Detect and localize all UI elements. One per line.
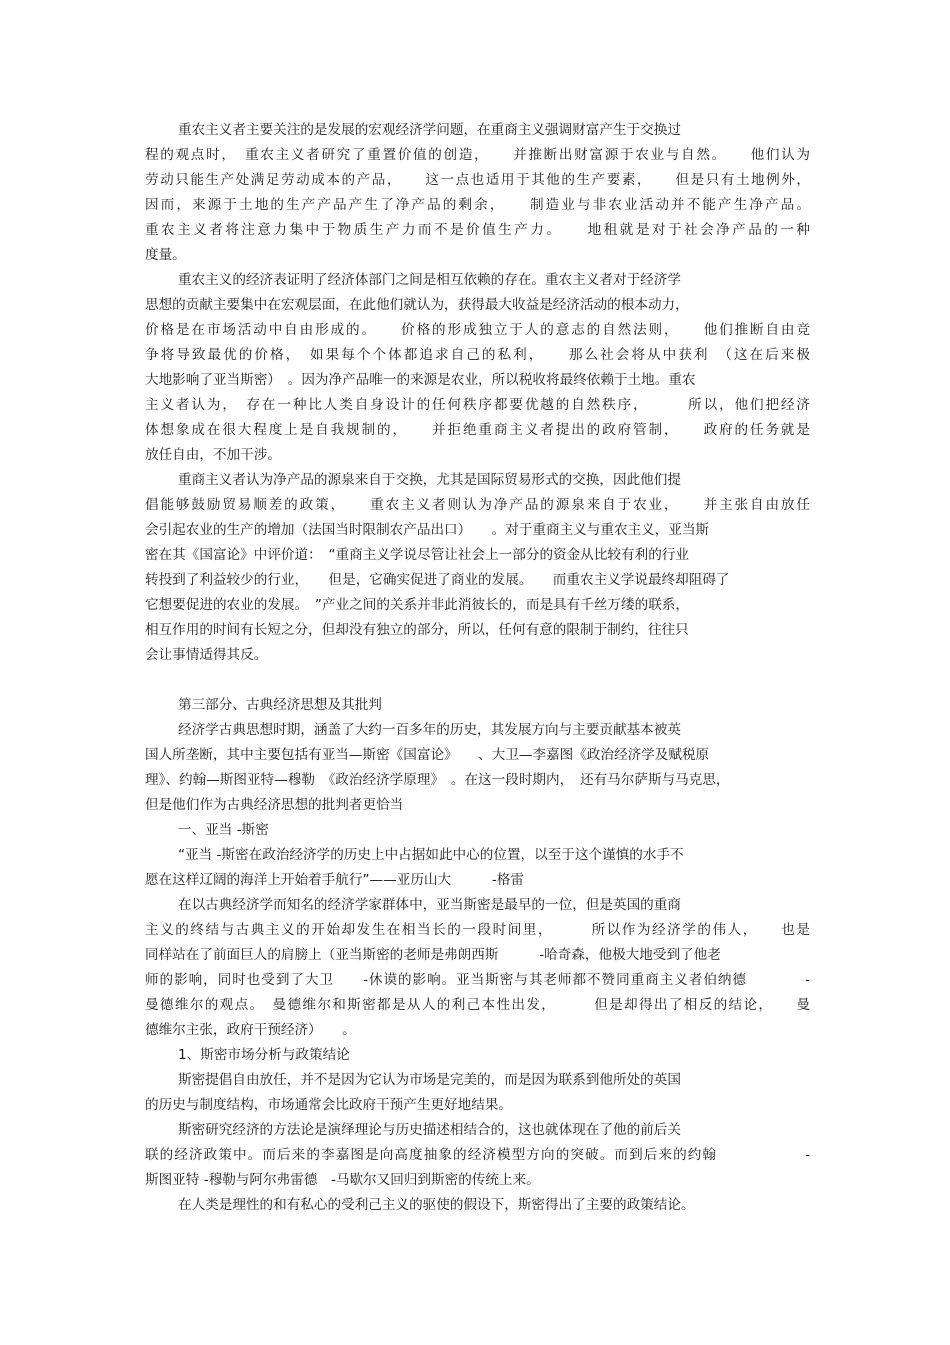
text-line: 同样站在了前面巨人的肩膀上（亚当斯密的老师是弗朗西斯 -哈奇森，他极大地受到了他老 — [145, 947, 721, 963]
text-line: 体想象成在很大程度上是自我规制的， 并拒绝重商主义者提出的政府管制， 政府的任务就是 — [145, 422, 810, 438]
text-line: 理》、约翰—斯图亚特—穆勒 《政治经济学原理》 。在这一段时期内， 还有马尔萨斯与马克思， — [145, 772, 730, 788]
text-line: 重农主义者主要关注的是发展的宏观经济学问题，在重商主义强调财富产生于交换过 — [178, 122, 681, 138]
text-line: 放任自由，不加干涉。 — [145, 447, 281, 463]
text-line: 会引起农业的生产的增加（法国当时限制农产品出口） 。对于重商主义与重农主义，亚当斯 — [145, 522, 710, 538]
text-line: 倡能够鼓励贸易顺差的政策， 重农主义者则认为净产品的源泉来自于农业， 并主张自由放任 — [145, 497, 810, 513]
text-line: 斯图亚特 -穆勒与阿尔弗雷德 -马歇尔又回归到斯密的传统上来。 — [145, 1172, 540, 1188]
text-line: 会让事情适得其反。 — [145, 647, 268, 663]
text-line: 斯密提倡自由放任，并不是因为它认为市场是完美的，而是因为联系到他所处的英国 — [178, 1072, 681, 1088]
text-line: 师的影响，同时也受到了大卫 -休谟的影响。亚当斯密与其老师都不赞同重商主义者伯纳德 - — [145, 972, 810, 988]
text-line: 经济学古典思想时期，涵盖了大约一百多年的历史，其发展方向与主要贡献基本被英 — [178, 722, 681, 738]
text-line: 大地影响了亚当斯密） 。因为净产品唯一的来源是农业，所以税收将最终依赖于土地。重农 — [145, 372, 696, 388]
text-line: 重农主义的经济表证明了经济体部门之间是相互依赖的存在。重农主义者对于经济学 — [178, 272, 681, 288]
text-line: 主义者认为， 存在一种比人类自身设计的任何秩序都要优越的自然秩序， 所以，他们把经济 — [145, 397, 810, 413]
text-line: 重农主义者将注意力集中于物质生产力而不是价值生产力。 地租就是对于社会净产品的一种 — [145, 222, 810, 238]
text-line: 在人类是理性的和有私心的受利己主义的驱使的假设下，斯密得出了主要的政策结论。 — [178, 1197, 695, 1213]
subsection-heading: 一、亚当 -斯密 — [178, 822, 269, 838]
text-line: 度量。 — [145, 247, 186, 263]
text-line: 曼德维尔的观点。 曼德维尔和斯密都是从人的利己本性出发， 但是却得出了相反的结论， 曼 — [145, 997, 810, 1013]
quote-line: “亚当 -斯密在政治经济学的历史上中占据如此中心的位置，以至于这个谨慎的水手不 — [178, 847, 684, 863]
text-line: 因而，来源于土地的生产产品产生了净产品的剩余， 制造业与非农业活动并不能产生净产品。 — [145, 197, 810, 213]
text-line: 斯密研究经济的方法论是演绎理论与历史描述相结合的，这也就体现在了他的前后关 — [178, 1122, 681, 1138]
text-line: 密在其《国富论》中评价道： “重商主义学说尽管让社会上一部分的资金从比较有利的行业 — [145, 547, 689, 563]
text-line: 它想要促进的农业的发展。 ”产业之间的关系并非此消彼长的，而是具有千丝万缕的联系， — [145, 597, 689, 613]
text-line: 转投到了利益较少的行业， 但是，它确实促进了商业的发展。 而重农主义学说最终却阻碍了 — [145, 572, 730, 588]
text-line: 的历史与制度结构，市场通常会比政府干预产生更好地结果。 — [145, 1097, 513, 1113]
quote-line: 愿在这样辽阔的海洋上开始着手航行”——亚历山大 -格雷 — [145, 872, 524, 888]
text-line: 价格是在市场活动中自由形成的。 价格的形成独立于人的意志的自然法则， 他们推断自由竞 — [145, 322, 810, 338]
text-line: 国人所垄断，其中主要包括有亚当—斯密《国富论》 、大卫—李嘉图《政治经济学及赋税原 — [145, 747, 710, 763]
subsection-heading: 1、斯密市场分析与政策结论 — [178, 1047, 350, 1063]
text-line: 劳动只能生产处满足劳动成本的产品， 这一点也适用于其他的生产要素， 但是只有土地例外， — [145, 172, 810, 188]
text-line: 主义的终结与古典主义的开始却发生在相当长的一段时间里， 所以作为经济学的伟人， 也是 — [145, 922, 810, 938]
text-line: 但是他们作为古典经济思想的批判者更恰当 — [145, 797, 404, 813]
text-line: 重商主义者认为净产品的源泉来自于交换，尤其是国际贸易形式的交换，因此他们提 — [178, 472, 681, 488]
text-line: 争将导致最优的价格， 如果每个个体都追求自己的私利， 那么社会将从中获利 （这在后来极 — [145, 347, 810, 363]
text-line: 德维尔主张，政府干预经济） 。 — [145, 1022, 356, 1038]
text-line: 联的经济政策中。而后来的李嘉图是向高度抽象的经济模型方向的突破。而到后来的约翰 - — [145, 1147, 810, 1163]
text-line: 思想的贡献主要集中在宏观层面，在此他们就认为，获得最大收益是经济活动的根本动力， — [145, 297, 689, 313]
text-line: 程的观点时， 重农主义者研究了重置价值的创造， 并推断出财富源于农业与自然。 他们认为 — [145, 147, 810, 163]
section-heading: 第三部分、古典经济思想及其批判 — [178, 697, 382, 713]
text-line: 相互作用的时间有长短之分，但却没有独立的部分，所以，任何有意的限制于制约，往往只 — [145, 622, 689, 638]
text-line: 在以古典经济学而知名的经济学家群体中，亚当斯密是最早的一位，但是英国的重商 — [178, 897, 681, 913]
